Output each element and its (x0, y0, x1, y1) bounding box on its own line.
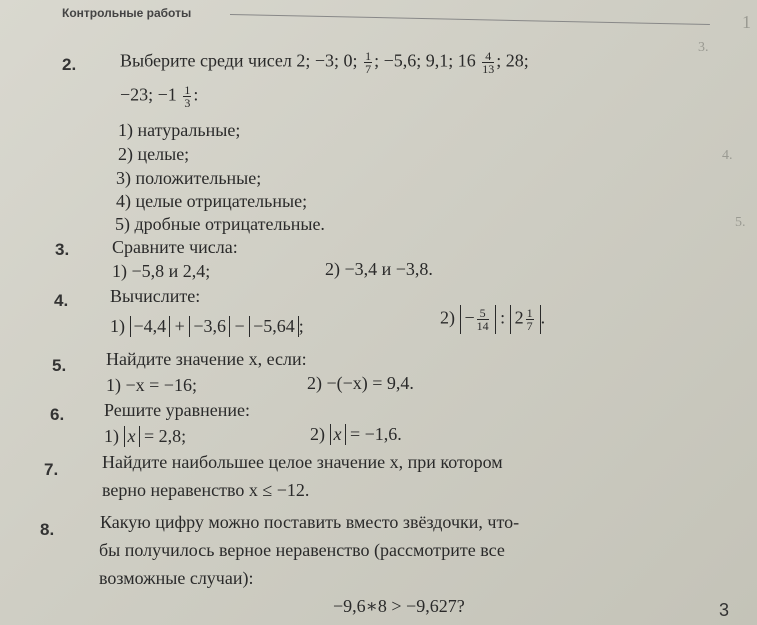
corner-letter: 1 (742, 12, 751, 32)
task-number: 7. (44, 460, 59, 479)
period: . (540, 307, 546, 328)
task-6-part-b (310, 424, 402, 445)
task-3-part-a: 1) −5,8 и 2,4; (112, 261, 211, 281)
task-2-item: 5) дробные отрицательные. (115, 214, 325, 234)
task-3-part-b: 2) −3,4 и −3,8. (325, 259, 433, 279)
margin-number: 4. (722, 148, 733, 163)
fraction (482, 50, 494, 75)
task-2-item: 4) целые отрицательные; (116, 191, 308, 211)
task-6-title: Решите уравнение: (104, 400, 250, 420)
header-rule (230, 14, 710, 25)
task-2-item: 1) натуральные; (118, 120, 241, 140)
task-number: 6. (50, 405, 65, 424)
task-2-text: Выберите среди чисел 2; −3; 0; (120, 50, 358, 71)
fraction-denominator: 7 (526, 319, 533, 333)
task-number: 3. (55, 240, 70, 259)
task-number: 4. (54, 291, 69, 310)
section-header: Контрольные работы (62, 6, 192, 20)
task-8-line-2: бы получилось верное неравенство (рассмотрите все (99, 540, 505, 560)
fraction-numerator: 1 (184, 83, 191, 97)
task-2-text: ; −5,6; 9,1; 16 (374, 50, 476, 71)
task-5-part-b: 2) −(−x) = 9,4. (307, 373, 414, 393)
fraction (364, 50, 372, 75)
whole-part: 2 (514, 307, 524, 328)
fraction-numerator: 5 (477, 307, 489, 320)
page-number: 3 (718, 600, 729, 620)
fraction-denominator: 13 (482, 62, 495, 76)
task-2-item: 3) положительные; (116, 168, 262, 188)
abs-value: −5,64 (249, 316, 299, 337)
margin-number: 5. (735, 215, 746, 230)
part-label: 1) (104, 426, 119, 446)
task-4-part-a: 1) −4,4 + −3,6 − −5,64 ; (110, 316, 304, 336)
part-label: 1) (110, 316, 125, 336)
task-4-part-b (440, 305, 545, 334)
fraction-denominator: 7 (365, 62, 372, 76)
task-8-line-3: возможные случаи): (99, 568, 254, 588)
abs-value: x (330, 424, 346, 445)
task-number: 2. (62, 55, 77, 74)
task-8-formula: −9,6∗8 > −9,627? (333, 596, 465, 616)
abs-value: −3,6 (189, 316, 230, 337)
part-label: 2) (440, 307, 455, 328)
task-2-item: 2) целые; (118, 144, 190, 164)
task-7-line-1: Найдите наибольшее целое значение x, при котором (102, 452, 503, 472)
fraction (477, 307, 489, 332)
margin-number: 3. (698, 40, 709, 55)
fraction-numerator: 1 (365, 49, 372, 63)
task-2-text: ; 28; (496, 50, 529, 71)
fraction-denominator: 3 (184, 96, 191, 110)
task-2-text: : (193, 84, 199, 105)
task-6-part-a (104, 426, 186, 447)
task-number: 5. (52, 356, 67, 375)
fraction (183, 84, 191, 109)
part-label: 2) (310, 424, 325, 444)
abs-value: x (124, 426, 140, 447)
fraction-numerator: 1 (526, 306, 533, 320)
fraction-denominator: 14 (476, 319, 489, 333)
minus-sign: − (464, 307, 475, 328)
task-2-line-2 (120, 84, 198, 109)
task-4-title: Вычислите: (110, 286, 201, 306)
abs-value (460, 305, 496, 334)
task-8-line-1: Какую цифру можно поставить вместо звёздочки, что- (100, 512, 520, 532)
abs-value: −4,4 (130, 316, 171, 337)
fraction-numerator: 4 (482, 50, 494, 63)
task-2-line-1 (120, 50, 529, 75)
task-5-part-a: 1) −x = −16; (106, 375, 197, 395)
abs-value (510, 305, 541, 334)
task-3-title: Сравните числа: (112, 237, 238, 257)
task-7-line-2: верно неравенство x ≤ −12. (102, 480, 310, 500)
task-2-text: −23; −1 (120, 84, 177, 105)
divide-sign: : (500, 307, 506, 328)
fraction (526, 307, 534, 332)
task-5-title: Найдите значение x, если: (106, 349, 307, 369)
task-number: 8. (40, 520, 55, 539)
equation-rest: = −1,6. (350, 424, 402, 444)
equation-rest: = 2,8; (144, 426, 187, 446)
